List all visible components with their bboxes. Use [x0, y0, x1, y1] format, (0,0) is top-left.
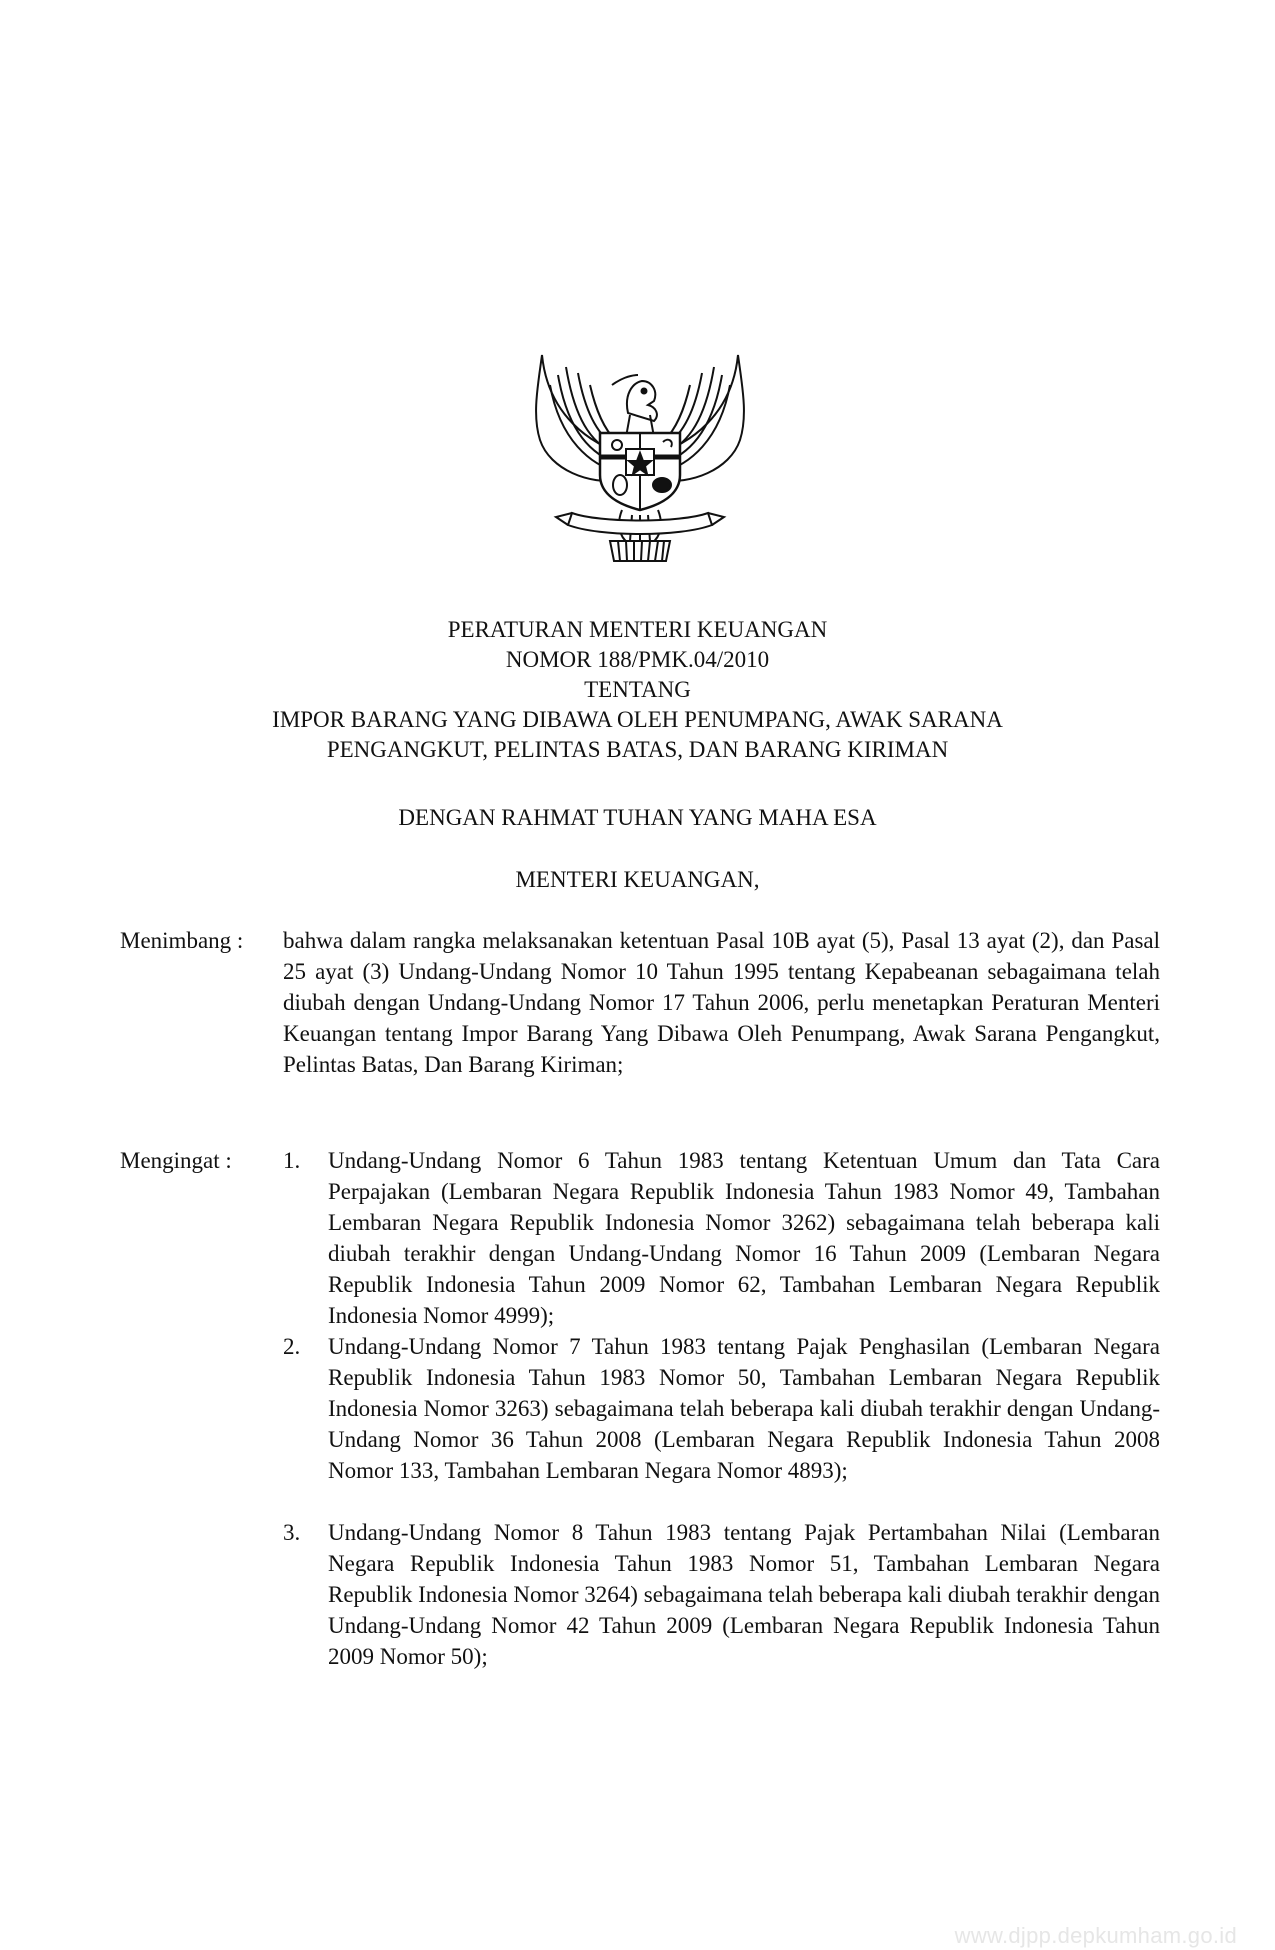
list-item-text: Undang-Undang Nomor 6 Tahun 1983 tentang Ketentuan Umum dan Tata Cara Perpajakan (Lembaran Negara Republik Indonesia Tahun 1983 Nomor 49, Tambahan Lembaran Negara Republik Indonesia Nomor 3262) sebagaimana telah beberapa kali diubah terakhir dengan Undang-Undang Nomor 16 Tahun 2009 (Lembaran Negara Republik Indonesia Tahun 2009 Nomor 62, Tambahan Lembaran Negara Republik Indonesia Nomor 4999);	[328, 1148, 1160, 1328]
garuda-emblem-icon	[520, 345, 760, 585]
menimbang-label: Menimbang :	[120, 928, 244, 953]
menimbang-section	[0, 925, 1275, 1125]
list-item-number: 3.	[283, 1520, 301, 1545]
menimbang-text: bahwa dalam rangka melaksanakan ketentuan Pasal 10B ayat (5), Pasal 13 ayat (2), dan Pasal 25 ayat (3) Undang-Undang Nomor 10 Tahun 1995 tentang Kepabeanan sebagaimana telah diubah dengan Undang-Undang Nomor 17 Tahun 2006, perlu menetapkan Peraturan Menteri Keuangan tentang Impor Barang Yang Dibawa Oleh Penumpang, Awak Sarana Pengangkut, Pelintas Batas, Dan Barang Kiriman;	[283, 928, 1160, 1077]
preamble: DENGAN RAHMAT TUHAN YANG MAHA ESA	[398, 805, 877, 830]
list-item-text: Undang-Undang Nomor 8 Tahun 1983 tentang Pajak Pertambahan Nilai (Lembaran Negara Republik Indonesia Tahun 1983 Nomor 51, Tambahan Lembaran Negara Republik Indonesia Nomor 3264) sebagaimana telah beberapa kali diubah terakhir dengan Undang-Undang Nomor 42 Tahun 2009 (Lembaran Negara Republik Indonesia Tahun 2009 Nomor 50);	[328, 1520, 1160, 1669]
regulation-about: TENTANG	[584, 677, 691, 702]
regulation-title: PERATURAN MENTERI KEUANGAN	[447, 617, 828, 642]
authority-line: MENTERI KEUANGAN,	[515, 867, 760, 892]
regulation-number: NOMOR 188/PMK.04/2010	[505, 647, 770, 672]
list-item-number: 1.	[283, 1148, 301, 1173]
list-item-number: 2.	[283, 1334, 301, 1359]
mengingat-label: Mengingat :	[120, 1148, 232, 1173]
regulation-heading	[0, 615, 1275, 765]
list-item-text: Undang-Undang Nomor 7 Tahun 1983 tentang Pajak Penghasilan (Lembaran Negara Republik Indonesia Tahun 1983 Nomor 50, Tambahan Lembaran Negara Republik Indonesia Nomor 3263) sebagaimana telah beberapa kali diubah terakhir dengan Undang-Undang Nomor 36 Tahun 2008 (Lembaran Negara Republik Indonesia Tahun 2008 Nomor 133, Tambahan Lembaran Negara Nomor 4893);	[328, 1334, 1160, 1483]
mengingat-section	[0, 1145, 1275, 1705]
regulation-subject-line1: IMPOR BARANG YANG DIBAWA OLEH PENUMPANG, AWAK SARANA	[272, 707, 1003, 732]
regulation-subject-line2: PENGANGKUT, PELINTAS BATAS, DAN BARANG KIRIMAN	[326, 737, 949, 762]
source-watermark: www.djpp.depkumham.go.id	[954, 1923, 1237, 1948]
